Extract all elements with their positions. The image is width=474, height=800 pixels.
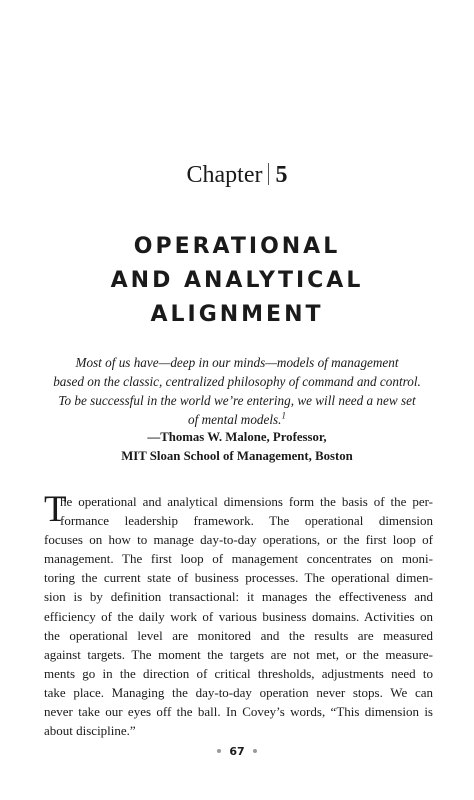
chapter-title-line: ALIGNMENT: [150, 302, 324, 327]
epigraph-last-line: [14, 410, 460, 429]
epigraph-line: of mental models.: [188, 412, 282, 427]
attribution-line: MIT Sloan School of Management, Boston: [121, 449, 353, 463]
epigraph-line: based on the classic, centralized philosophy of command and control.: [53, 374, 421, 389]
bullet-icon: [253, 749, 257, 753]
chapter-label: Chapter: [186, 162, 263, 188]
paragraph-line: efficiency of the daily work of various business domains. Activities on: [44, 608, 433, 624]
bullet-icon: [217, 749, 221, 753]
footnote-marker: 1: [281, 410, 286, 421]
epigraph-quote: [14, 353, 460, 429]
paragraph-line: take place. Managing the day-to-day operation never stops. We can: [44, 684, 433, 700]
paragraph-line: the operational level are monitored and the results are measured: [44, 627, 433, 643]
paragraph-line: focuses on how to manage day-to-day operations, or the first loop of: [44, 532, 433, 548]
page-number: 67: [229, 745, 245, 758]
drop-cap: T: [44, 489, 67, 530]
chapter-title-line: OPERATIONAL: [133, 234, 341, 259]
epigraph-line: Most of us have—deep in our minds—models of management: [75, 355, 399, 370]
paragraph-line: formance leadership framework. The operational dimension: [60, 513, 433, 529]
page-folio: [0, 744, 474, 760]
paragraph-line: toring the current state of business processes. The operational dimen-: [44, 570, 433, 586]
chapter-number: 5: [275, 162, 288, 188]
chapter-title: [0, 230, 474, 332]
chapter-title-line: AND ANALYTICAL: [110, 268, 364, 293]
attribution-line: —Thomas W. Malone, Professor,: [147, 430, 327, 444]
paragraph-line: management. The first loop of management concentrates on moni-: [44, 551, 433, 567]
paragraph-line: ments go in the direction of critical thresholds, adjustments need to: [44, 665, 433, 681]
paragraph-line: he operational and analytical dimensions form the basis of the per-: [60, 494, 433, 509]
chapter-heading: [0, 160, 474, 190]
paragraph-line: against targets. The moment the targets are not met, or the measure-: [44, 646, 433, 662]
paragraph-line: never take our eyes off the ball. In Covey’s words, “This dimension is: [44, 704, 433, 720]
paragraph-line: about discipline.”: [44, 723, 136, 739]
epigraph-line: To be successful in the world we’re entering, we will need a new set: [58, 393, 416, 408]
paragraph-line: sion is by definition transactional: it manages the effectiveness and: [44, 589, 433, 605]
epigraph-attribution: [0, 428, 474, 466]
body-paragraph: [44, 489, 433, 740]
chapter-divider: [268, 163, 269, 185]
